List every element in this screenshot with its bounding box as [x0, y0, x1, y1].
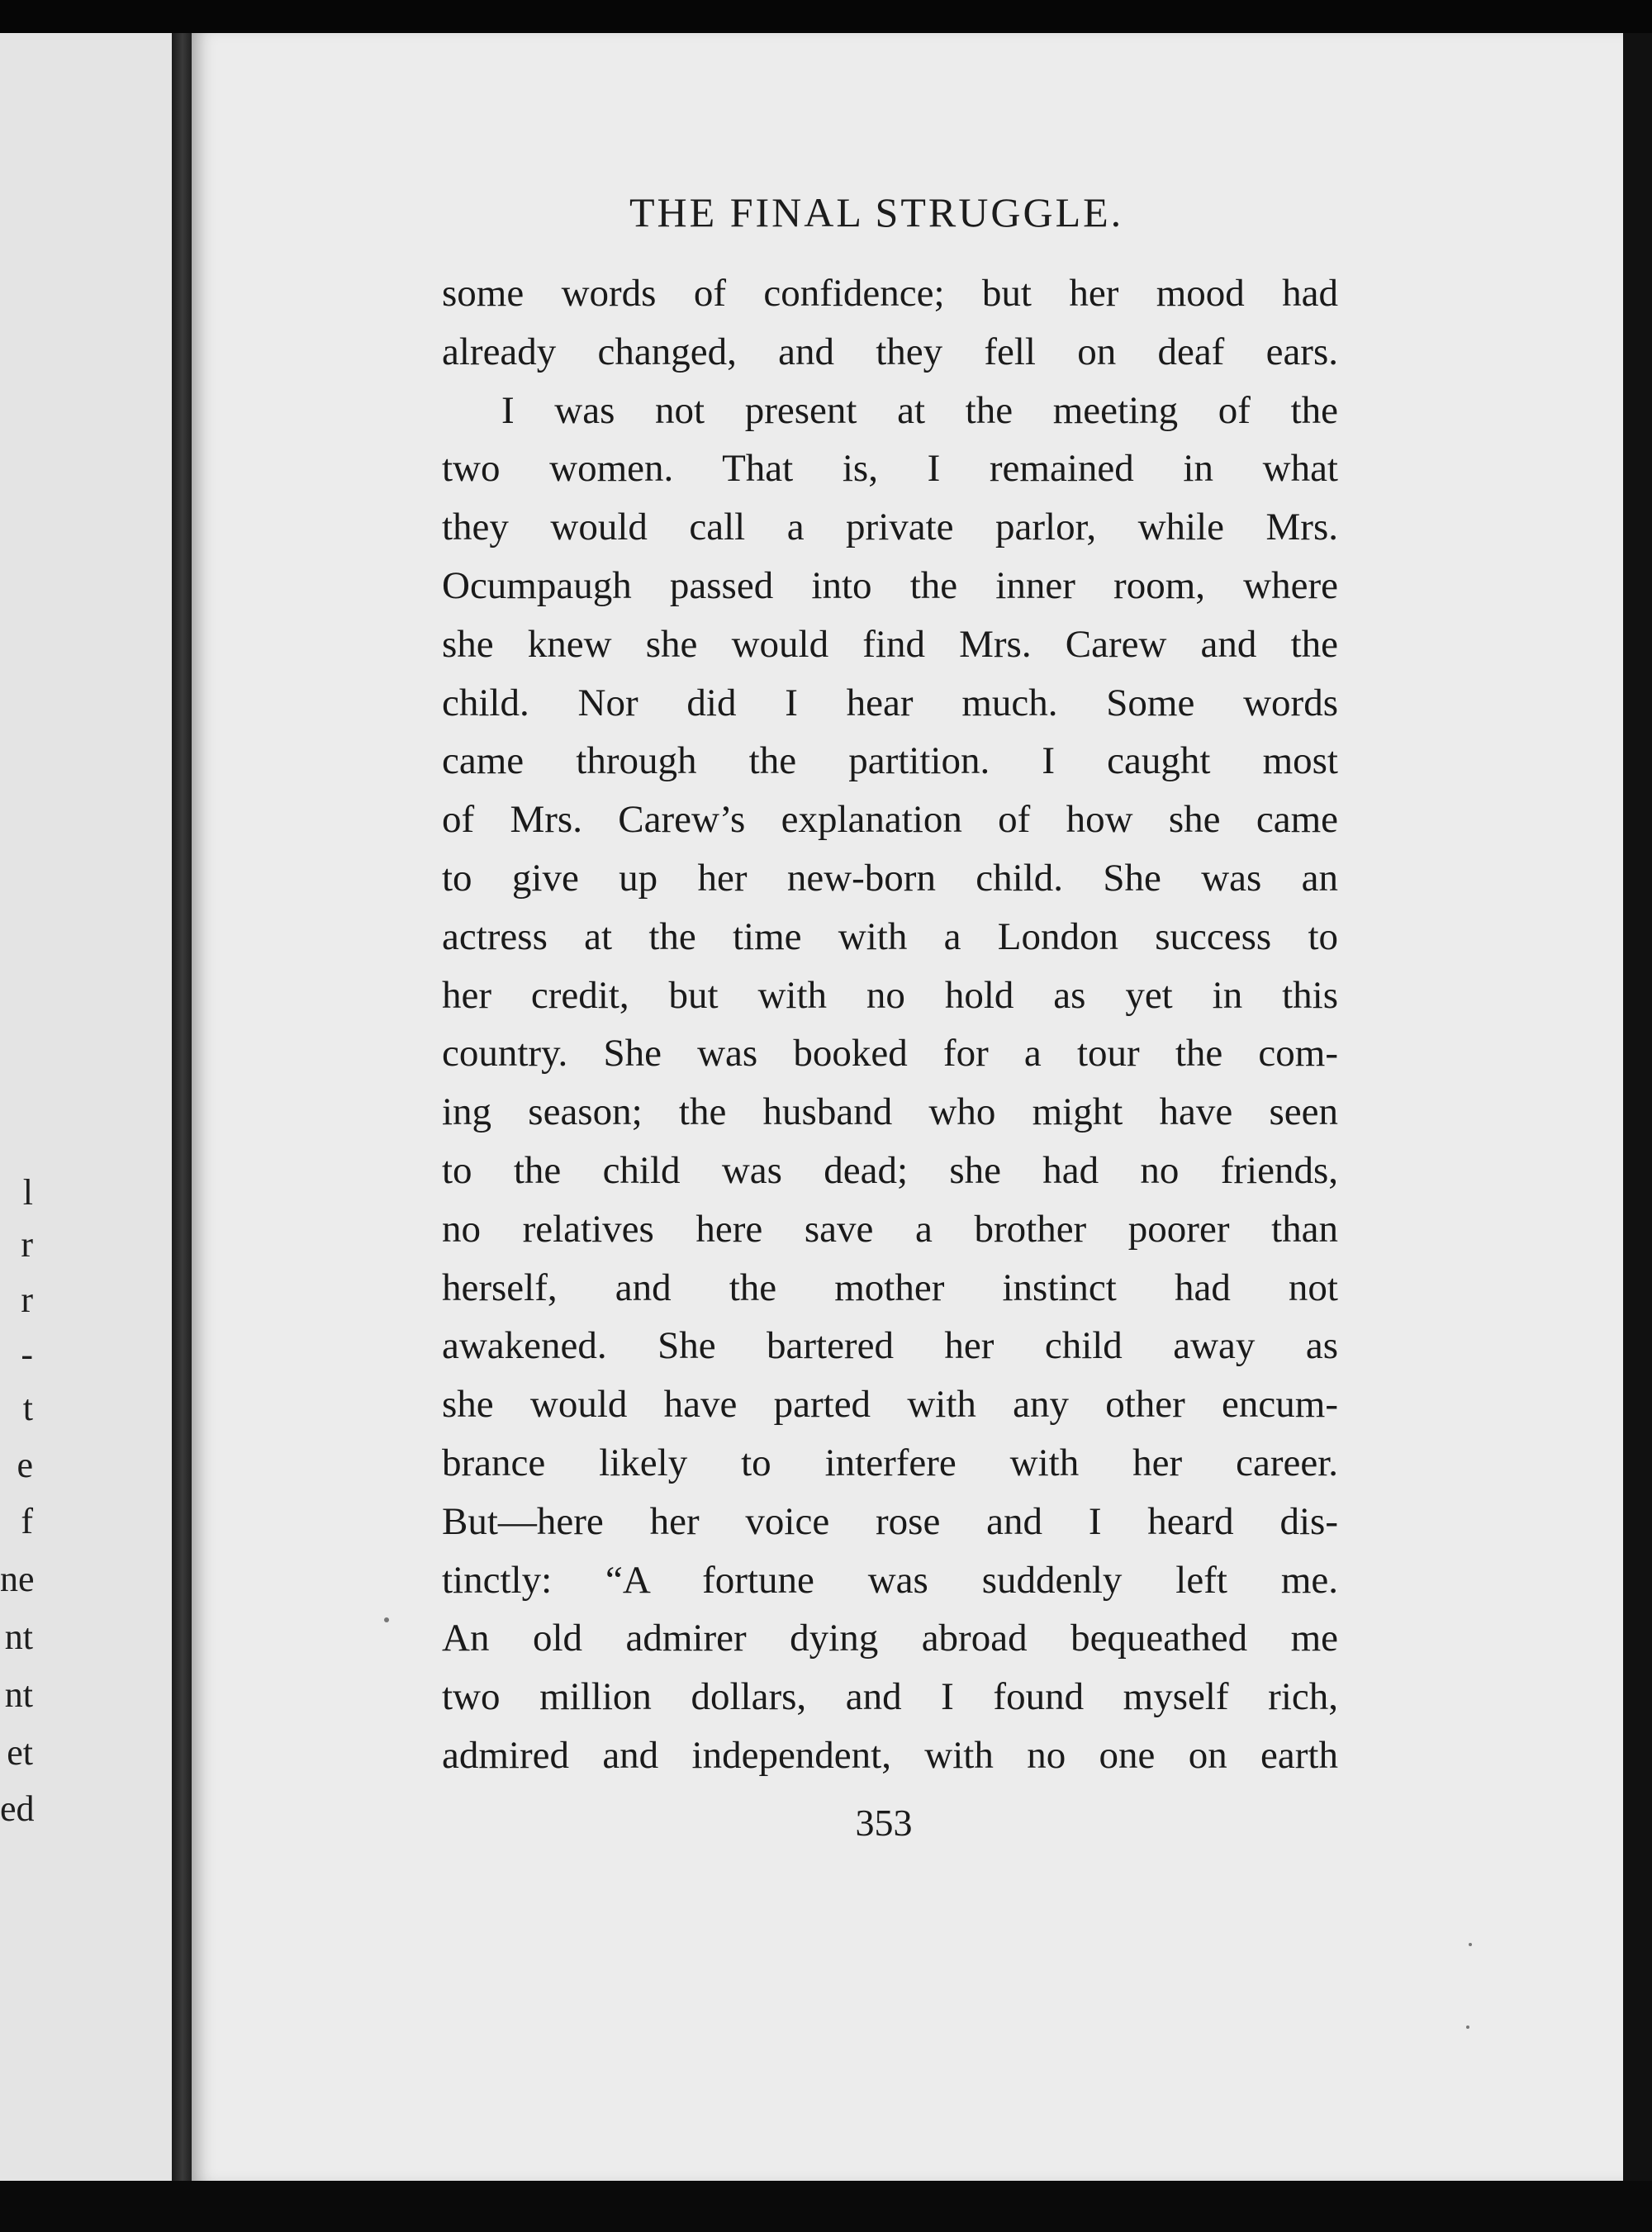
text-line: no relatives here save a brother poorer than	[442, 1207, 1338, 1251]
text-line: tinctly: “A fortune was suddenly left me.	[442, 1558, 1338, 1602]
prev-page-fragment: nt	[4, 1617, 33, 1657]
prev-page-fragment: ed	[0, 1788, 35, 1829]
text-line: to give up her new-born child. She was an	[442, 856, 1338, 900]
dust-speck	[384, 1617, 389, 1622]
text-line: herself, and the mother instinct had not	[442, 1266, 1338, 1309]
running-head: THE FINAL STRUGGLE.	[629, 189, 1124, 235]
prev-page-fragment: l	[22, 1172, 33, 1213]
text-line: actress at the time with a London success to	[442, 914, 1338, 958]
prev-page-fragment: t	[22, 1388, 33, 1428]
text-line: she knew she would find Mrs. Carew and the	[442, 622, 1338, 666]
text-line: to the child was dead; she had no friends,	[442, 1148, 1338, 1192]
text-line: brance likely to interfere with her career.	[442, 1441, 1338, 1484]
text-line: But—here her voice rose and I heard dis-	[442, 1499, 1338, 1543]
prev-page-fragment: r	[21, 1224, 33, 1265]
text-line: came through the partition. I caught most	[442, 739, 1338, 783]
dust-speck	[1466, 2025, 1469, 2029]
text-line: An old admirer dying abroad bequeathed me	[442, 1617, 1338, 1660]
prev-page-fragment: nt	[4, 1674, 33, 1715]
text-line: she would have parted with any other encum-	[442, 1383, 1338, 1427]
text-line: her credit, but with no hold as yet in this	[442, 973, 1338, 1017]
prev-page-fragment: ne	[0, 1559, 35, 1599]
text-line: Ocumpaugh passed into the inner room, where	[442, 563, 1338, 607]
prev-page-fragment: f	[21, 1501, 33, 1541]
text-line: country. She was booked for a tour the com-	[442, 1032, 1338, 1076]
text-line: two million dollars, and I found myself rich,	[442, 1675, 1338, 1719]
text-line: already changed, and they fell on deaf ears.	[442, 330, 1338, 373]
text-line: ing season; the husband who might have seen	[442, 1090, 1338, 1134]
page-number: 353	[855, 1802, 913, 1844]
previous-page-edge	[0, 33, 173, 2181]
text-line: I was not present at the meeting of the	[501, 388, 1338, 432]
text-line: some words of confidence; but her mood had	[442, 272, 1338, 315]
prev-page-fragment: et	[7, 1732, 33, 1773]
text-line: of Mrs. Carew’s explanation of how she came	[442, 798, 1338, 842]
body-text	[442, 264, 1338, 1785]
prev-page-fragment: r	[21, 1280, 33, 1320]
scan-border-bottom	[0, 2181, 1652, 2232]
dust-speck	[1469, 1943, 1472, 1946]
text-line: admired and independent, with no one on earth	[442, 1733, 1338, 1777]
text-line: two women. That is, I remained in what	[442, 447, 1338, 491]
scan-border-right	[1623, 33, 1652, 2181]
prev-page-fragment: -	[21, 1334, 33, 1375]
text-line: they would call a private parlor, while Mrs.	[442, 506, 1338, 549]
book-spine-shadow	[172, 33, 193, 2181]
text-line: child. Nor did I hear much. Some words	[442, 681, 1338, 724]
prev-page-fragment: e	[17, 1445, 33, 1485]
text-line: awakened. She bartered her child away as	[442, 1324, 1338, 1368]
